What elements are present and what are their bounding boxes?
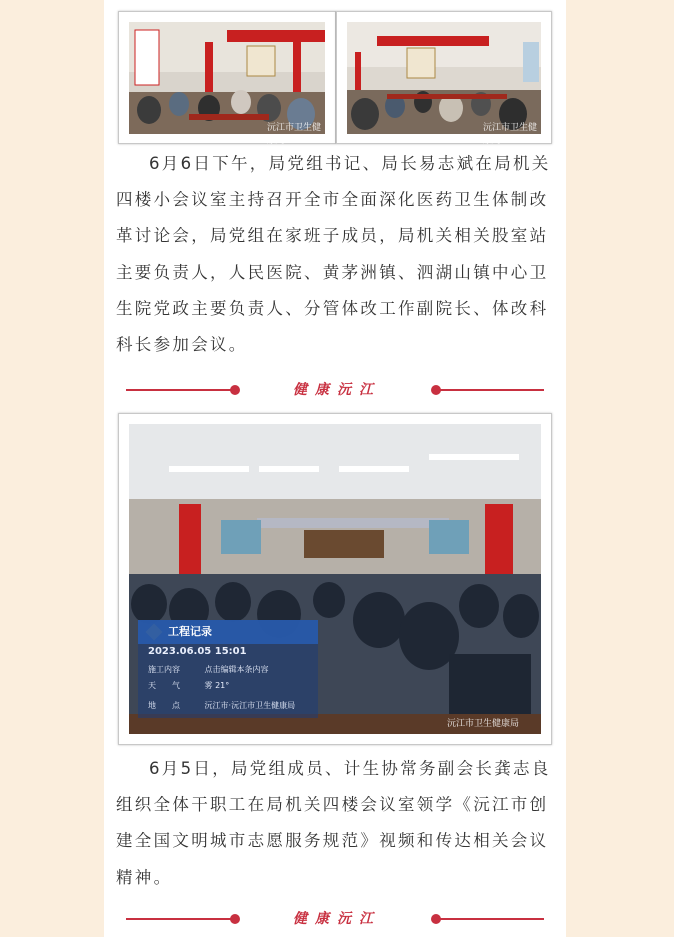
record-location-label: 地 点	[148, 701, 180, 710]
divider-line-right	[436, 389, 544, 391]
meeting-photo-right	[347, 22, 541, 146]
right-photo-watermark: 沅江市卫生健康局	[483, 123, 538, 146]
photo-frame-big[interactable]	[118, 413, 552, 745]
record-datetime: 2023.06.05 15:01	[148, 646, 247, 657]
divider-label: 健康沅江	[293, 382, 381, 398]
record-content-value: 点击编辑本条内容	[204, 665, 269, 674]
record-row-weather	[148, 680, 229, 691]
left-photo-watermark: 沅江市卫生健康局	[267, 123, 322, 146]
news-paragraph-2: 6月5日，局党组成员、计生协常务副会长龚志良组织全体干职工在局机关四楼会议室领学《沅江市创建全国文明城市志愿服务规范》视频和传达相关会议精神。	[116, 759, 551, 887]
section-divider-2	[0, 907, 674, 931]
record-content-label: 施工内容	[148, 665, 180, 674]
divider-line-right	[436, 918, 544, 920]
big-photo-watermark: 沅江市卫生健康局	[447, 719, 520, 729]
meeting-photo-right-image	[347, 22, 541, 134]
work-record-card	[138, 620, 318, 718]
section-divider	[0, 378, 674, 402]
news-paragraph-1: 6月6日下午，局党组书记、局长易志斌在局机关四楼小会议室主持召开全市全面深化医药卫生体制改革讨论会，局党组在家班子成员，局机关相关股室站主要负责人，人民医院、黄茅洲镇、泗湖山镇中心卫生院党政主要负责人、分管体改工作副院长、体改科科长参加会议。	[116, 154, 551, 355]
record-row-content	[148, 664, 269, 675]
photo-frame-left[interactable]	[118, 11, 336, 144]
record-location-value: 沅江市·沅江市卫生健康局	[204, 701, 296, 710]
record-title: 工程记录	[138, 620, 318, 644]
meeting-photo-left-image	[129, 22, 325, 134]
record-row-location	[148, 700, 295, 711]
photo-frame-right[interactable]	[336, 11, 552, 144]
record-weather-label: 天 气	[148, 681, 180, 690]
divider-label: 健康沅江	[293, 911, 381, 927]
meeting-photo-left	[129, 22, 325, 146]
record-weather-value: 雾 21°	[204, 681, 230, 690]
